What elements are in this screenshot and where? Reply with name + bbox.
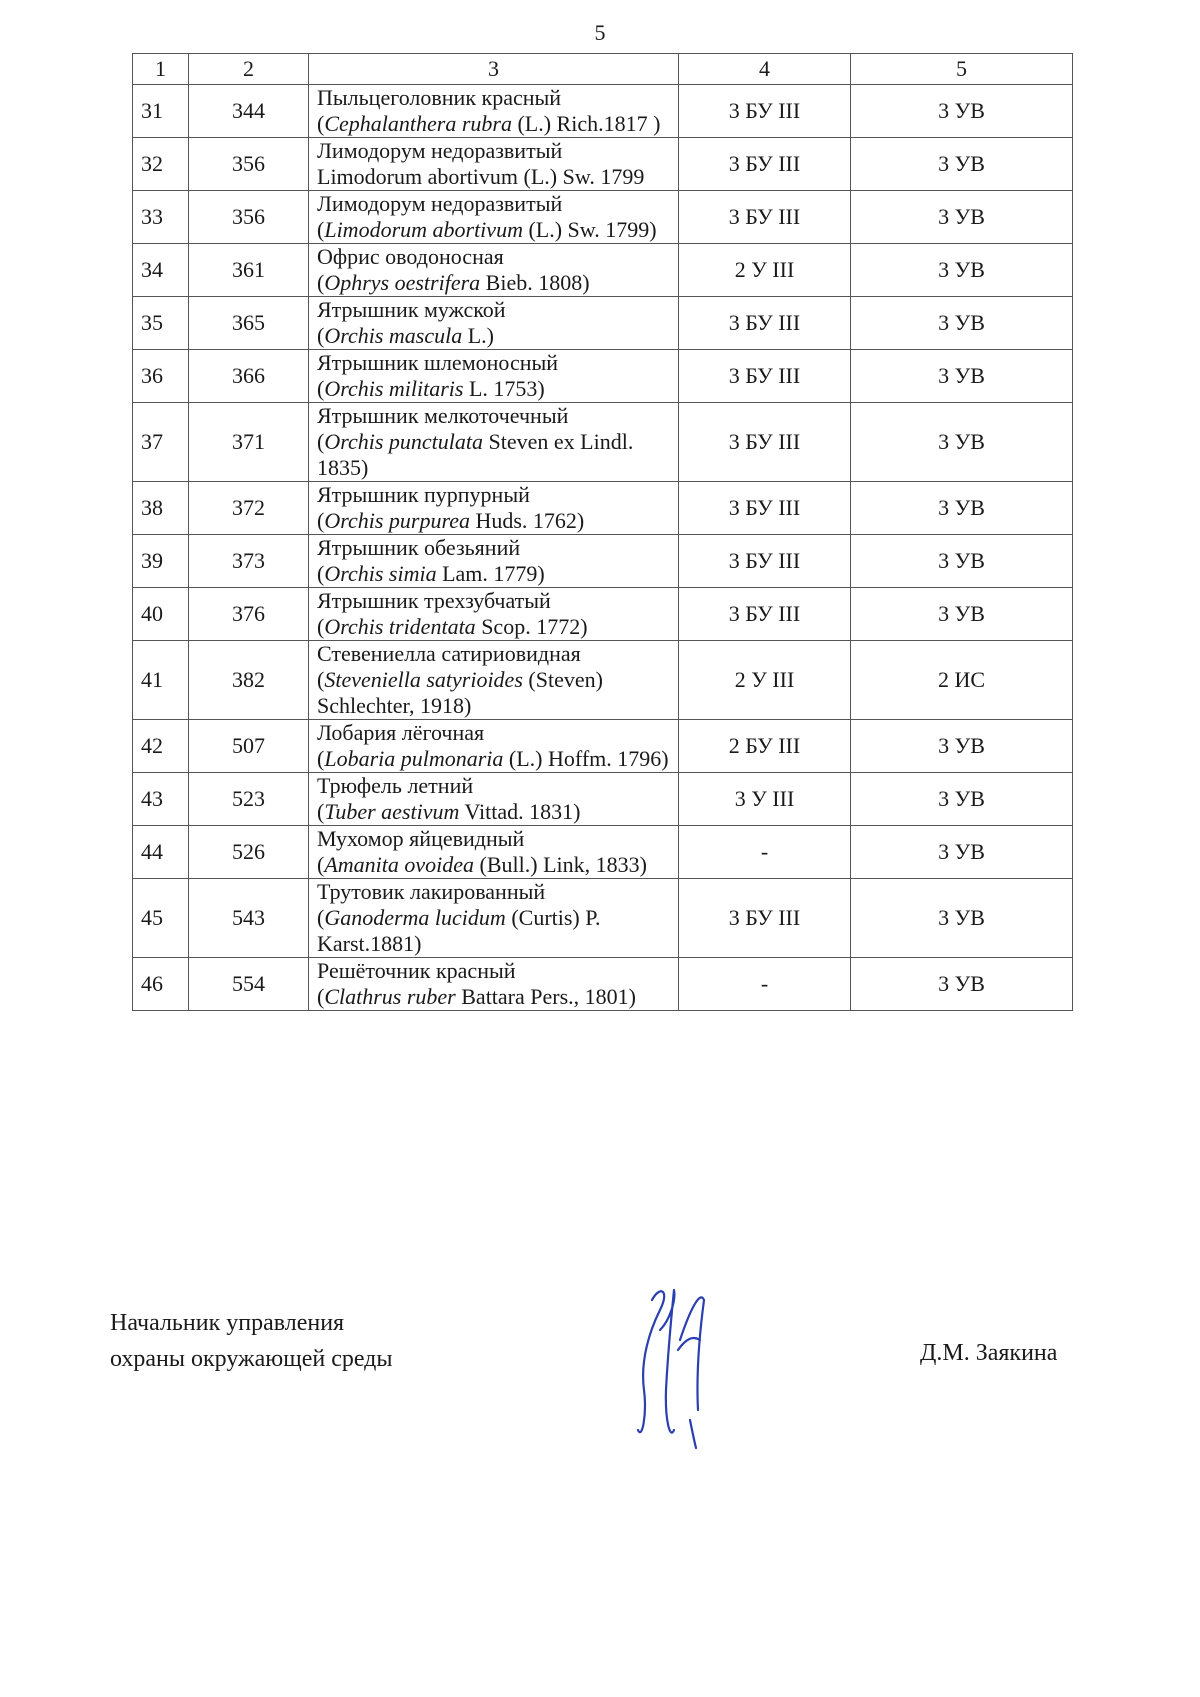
latin-prefix: ( xyxy=(317,667,325,692)
latin-authority: Vittad. 1831) xyxy=(459,799,581,824)
table-row xyxy=(133,720,1073,773)
latin-binomial: Orchis militaris xyxy=(324,376,464,401)
latin-binomial: Orchis punctulata xyxy=(324,429,484,454)
row-code: 344 xyxy=(189,85,309,138)
row-number: 37 xyxy=(133,403,189,482)
latin-authority: (L.) Hoffm. 1796) xyxy=(503,746,669,771)
row-number: 38 xyxy=(133,482,189,535)
latin-prefix: ( xyxy=(317,852,325,877)
row-number: 41 xyxy=(133,641,189,720)
row-code: 356 xyxy=(189,191,309,244)
species-name-ru: Лимодорум недоразвитый xyxy=(317,191,563,216)
species-table xyxy=(132,53,1073,1011)
latin-authority: (L.) Sw. 1799) xyxy=(522,217,657,242)
status-column-4: 3 БУ III xyxy=(679,535,851,588)
species-name-latin xyxy=(317,217,670,243)
row-code: 543 xyxy=(189,879,309,958)
status-column-4: 3 БУ III xyxy=(679,403,851,482)
row-code: 382 xyxy=(189,641,309,720)
species-name-latin xyxy=(317,111,670,137)
status-column-4: 2 У III xyxy=(679,641,851,720)
latin-authority: (Curtis) P. Karst.1881) xyxy=(317,905,601,956)
status-column-4: 3 БУ III xyxy=(679,482,851,535)
latin-prefix: ( xyxy=(317,799,325,824)
status-column-5: 2 ИС xyxy=(851,641,1073,720)
position-line-2: охраны окружающей среды xyxy=(110,1346,393,1372)
status-column-5: 3 УВ xyxy=(851,588,1073,641)
table-row xyxy=(133,958,1073,1011)
species-name-latin xyxy=(317,429,670,481)
header-row xyxy=(133,54,1073,85)
status-column-5: 3 УВ xyxy=(851,773,1073,826)
handwritten-signature xyxy=(630,1280,740,1450)
species-name xyxy=(309,191,679,244)
status-column-5: 3 УВ xyxy=(851,244,1073,297)
latin-authority: Scop. 1772) xyxy=(475,614,588,639)
species-name-ru: Мухомор яйцевидный xyxy=(317,826,525,851)
row-number: 40 xyxy=(133,588,189,641)
latin-binomial: Orchis simia xyxy=(324,561,437,586)
row-number: 32 xyxy=(133,138,189,191)
species-name-ru: Стевениелла сатириовидная xyxy=(317,641,581,666)
header-col-4: 4 xyxy=(679,54,851,85)
species-name-latin xyxy=(317,164,670,190)
status-column-5: 3 УВ xyxy=(851,191,1073,244)
row-number: 36 xyxy=(133,350,189,403)
species-name xyxy=(309,244,679,297)
species-name-ru: Ятрышник обезьяний xyxy=(317,535,521,560)
latin-binomial: Orchis tridentata xyxy=(324,614,476,639)
row-number: 42 xyxy=(133,720,189,773)
status-column-4: - xyxy=(679,958,851,1011)
species-name-latin xyxy=(317,561,670,587)
latin-binomial: Steveniella satyrioides xyxy=(324,667,523,692)
latin-binomial: Limodorum abortivum xyxy=(324,217,523,242)
row-number: 39 xyxy=(133,535,189,588)
latin-binomial: Ganoderma lucidum xyxy=(324,905,506,930)
status-column-4: 3 БУ III xyxy=(679,879,851,958)
status-column-4: - xyxy=(679,826,851,879)
species-name-latin xyxy=(317,746,670,772)
table-row xyxy=(133,826,1073,879)
species-name xyxy=(309,138,679,191)
latin-binomial: Ophrys oestrifera xyxy=(324,270,481,295)
status-column-5: 3 УВ xyxy=(851,720,1073,773)
row-code: 507 xyxy=(189,720,309,773)
species-name-ru: Офрис оводоносная xyxy=(317,244,504,269)
latin-prefix: ( xyxy=(317,905,325,930)
species-name xyxy=(309,773,679,826)
latin-prefix: ( xyxy=(317,111,325,136)
status-column-4: 2 У III xyxy=(679,244,851,297)
status-column-4: 3 БУ III xyxy=(679,350,851,403)
row-number: 31 xyxy=(133,85,189,138)
table-row xyxy=(133,85,1073,138)
species-name-ru: Ятрышник мелкоточечный xyxy=(317,403,569,428)
species-name-ru: Ятрышник пурпурный xyxy=(317,482,530,507)
species-name-latin xyxy=(317,799,670,825)
species-name-latin xyxy=(317,614,670,640)
latin-binomial: Amanita ovoidea xyxy=(324,852,475,877)
status-column-4: 3 БУ III xyxy=(679,191,851,244)
latin-prefix: ( xyxy=(317,984,325,1009)
latin-authority: Huds. 1762) xyxy=(469,508,585,533)
status-column-5: 3 УВ xyxy=(851,403,1073,482)
species-name-ru: Решёточник красный xyxy=(317,958,516,983)
latin-binomial: Orchis purpurea xyxy=(324,508,470,533)
table-row xyxy=(133,138,1073,191)
latin-authority: (Bull.) Link, 1833) xyxy=(474,852,647,877)
status-column-5: 3 УВ xyxy=(851,535,1073,588)
latin-prefix: Limodorum abortivum (L.) Sw. 1799 xyxy=(317,164,645,189)
species-name xyxy=(309,535,679,588)
latin-prefix: ( xyxy=(317,217,325,242)
table-row xyxy=(133,482,1073,535)
row-code: 526 xyxy=(189,826,309,879)
latin-authority: (L.) Rich.1817 ) xyxy=(511,111,661,136)
header-col-5: 5 xyxy=(851,54,1073,85)
row-number: 46 xyxy=(133,958,189,1011)
latin-prefix: ( xyxy=(317,746,325,771)
species-name xyxy=(309,641,679,720)
latin-prefix: ( xyxy=(317,561,325,586)
row-code: 356 xyxy=(189,138,309,191)
species-name-latin xyxy=(317,376,670,402)
latin-prefix: ( xyxy=(317,614,325,639)
table-row xyxy=(133,350,1073,403)
species-name-latin xyxy=(317,852,670,878)
species-name xyxy=(309,879,679,958)
species-name xyxy=(309,826,679,879)
header-col-2: 2 xyxy=(189,54,309,85)
species-name-ru: Трюфель летний xyxy=(317,773,474,798)
species-name xyxy=(309,958,679,1011)
species-name-latin xyxy=(317,984,670,1010)
latin-binomial: Clathrus ruber xyxy=(324,984,456,1009)
species-name xyxy=(309,85,679,138)
species-name-ru: Лобария лёгочная xyxy=(317,720,485,745)
status-column-5: 3 УВ xyxy=(851,85,1073,138)
species-name xyxy=(309,350,679,403)
row-code: 372 xyxy=(189,482,309,535)
header-col-3: 3 xyxy=(309,54,679,85)
species-name xyxy=(309,588,679,641)
table-header xyxy=(133,54,1073,85)
row-number: 43 xyxy=(133,773,189,826)
row-code: 371 xyxy=(189,403,309,482)
latin-authority: (Steven) Schlechter, 1918) xyxy=(317,667,603,718)
species-name xyxy=(309,482,679,535)
species-name-ru: Ятрышник шлемоносный xyxy=(317,350,559,375)
table-row xyxy=(133,773,1073,826)
table-row xyxy=(133,641,1073,720)
status-column-4: 2 БУ III xyxy=(679,720,851,773)
latin-authority: Bieb. 1808) xyxy=(480,270,590,295)
row-number: 44 xyxy=(133,826,189,879)
species-name-ru: Трутовик лакированный xyxy=(317,879,546,904)
latin-binomial: Cephalanthera rubra xyxy=(324,111,512,136)
latin-prefix: ( xyxy=(317,270,325,295)
row-number: 34 xyxy=(133,244,189,297)
latin-prefix: ( xyxy=(317,508,325,533)
latin-authority: Lam. 1779) xyxy=(436,561,545,586)
table-row xyxy=(133,588,1073,641)
row-number: 45 xyxy=(133,879,189,958)
status-column-4: 3 БУ III xyxy=(679,297,851,350)
species-name-latin xyxy=(317,323,670,349)
status-column-4: 3 У III xyxy=(679,773,851,826)
latin-binomial: Tuber aestivum xyxy=(324,799,460,824)
species-name-ru: Ятрышник мужской xyxy=(317,297,506,322)
latin-authority: L. 1753) xyxy=(463,376,545,401)
status-column-4: 3 БУ III xyxy=(679,85,851,138)
latin-prefix: ( xyxy=(317,323,325,348)
species-name xyxy=(309,720,679,773)
signatory-position xyxy=(110,1305,393,1377)
latin-authority: Steven ex Lindl. 1835) xyxy=(317,429,634,480)
row-number: 35 xyxy=(133,297,189,350)
status-column-4: 3 БУ III xyxy=(679,138,851,191)
species-name-latin xyxy=(317,270,670,296)
species-name xyxy=(309,403,679,482)
table-row xyxy=(133,403,1073,482)
status-column-5: 3 УВ xyxy=(851,879,1073,958)
species-name-latin xyxy=(317,905,670,957)
latin-authority: L.) xyxy=(462,323,494,348)
species-name-latin xyxy=(317,667,670,719)
row-code: 373 xyxy=(189,535,309,588)
species-name xyxy=(309,297,679,350)
table-row xyxy=(133,191,1073,244)
status-column-5: 3 УВ xyxy=(851,826,1073,879)
row-code: 361 xyxy=(189,244,309,297)
species-name-latin xyxy=(317,508,670,534)
row-code: 366 xyxy=(189,350,309,403)
status-column-4: 3 БУ III xyxy=(679,588,851,641)
position-line-1: Начальник управления xyxy=(110,1310,345,1336)
table-body xyxy=(133,85,1073,1011)
row-code: 554 xyxy=(189,958,309,1011)
signer-name: Д.М. Заякина xyxy=(920,1340,1058,1366)
latin-binomial: Lobaria pulmonaria xyxy=(324,746,504,771)
status-column-5: 3 УВ xyxy=(851,350,1073,403)
status-column-5: 3 УВ xyxy=(851,138,1073,191)
table-row xyxy=(133,297,1073,350)
table-row xyxy=(133,244,1073,297)
row-number: 33 xyxy=(133,191,189,244)
table-row xyxy=(133,535,1073,588)
status-column-5: 3 УВ xyxy=(851,958,1073,1011)
row-code: 365 xyxy=(189,297,309,350)
species-name-ru: Лимодорум недоразвитый xyxy=(317,138,563,163)
status-column-5: 3 УВ xyxy=(851,482,1073,535)
species-name-ru: Пыльцеголовник красный xyxy=(317,85,562,110)
table-row xyxy=(133,879,1073,958)
row-code: 523 xyxy=(189,773,309,826)
page-number: 5 xyxy=(594,20,606,45)
row-code: 376 xyxy=(189,588,309,641)
species-name-ru: Ятрышник трехзубчатый xyxy=(317,588,551,613)
latin-authority: Battara Pers., 1801) xyxy=(455,984,636,1009)
latin-prefix: ( xyxy=(317,376,325,401)
status-column-5: 3 УВ xyxy=(851,297,1073,350)
header-col-1: 1 xyxy=(133,54,189,85)
latin-binomial: Orchis mascula xyxy=(324,323,463,348)
latin-prefix: ( xyxy=(317,429,325,454)
